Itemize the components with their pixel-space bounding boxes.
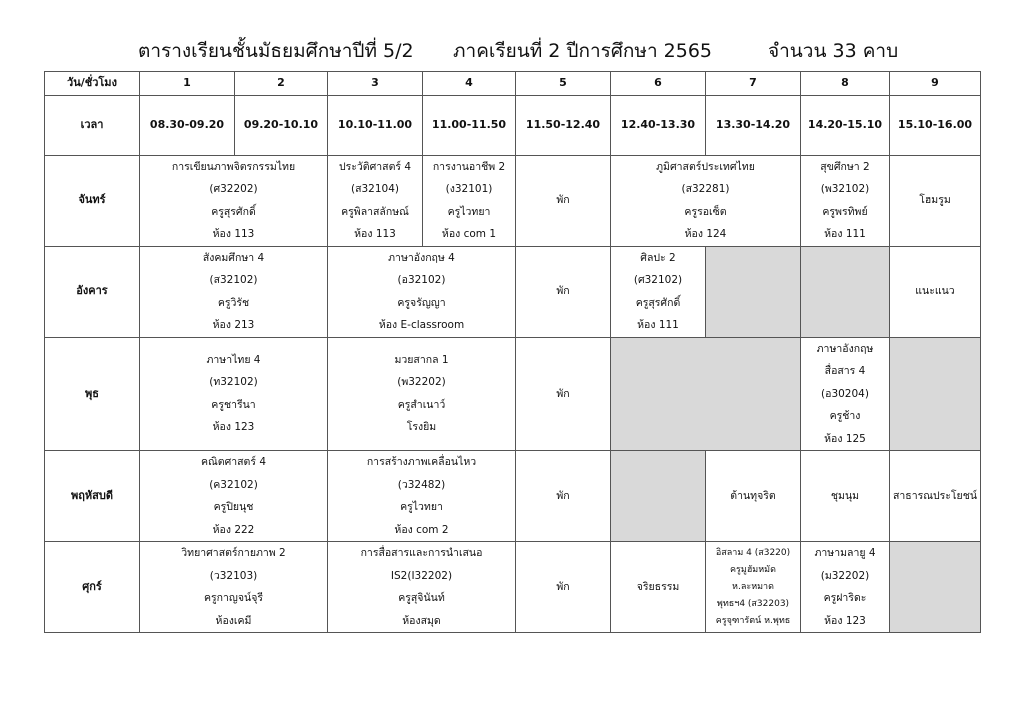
break-cell xyxy=(516,155,611,246)
cell-line: คณิตศาสตร์ 4 xyxy=(200,456,267,468)
period-number: 7 xyxy=(706,72,801,96)
subject-cell xyxy=(328,451,516,542)
period-header-row xyxy=(45,72,981,96)
subject-cell xyxy=(328,246,516,337)
time-slot: 08.30-09.20 xyxy=(140,95,235,155)
cell-line: (ศ32102) xyxy=(633,274,683,286)
cell-line: สาธารณประโยชน์ xyxy=(892,489,978,502)
subject-cell xyxy=(611,155,801,246)
cell-line: ครูสุจินันท์ xyxy=(398,592,445,604)
time-slot: 11.00-11.50 xyxy=(423,95,516,155)
break-cell xyxy=(516,451,611,542)
cell-line: (พ32102) xyxy=(820,183,870,195)
religion-cell xyxy=(706,542,801,633)
schedule-title-bar xyxy=(0,36,1024,70)
cell-line: ครูปิยนุช xyxy=(213,501,254,513)
time-label: เวลา xyxy=(45,95,140,155)
cell-line: พัก xyxy=(556,194,570,207)
day-label: จันทร์ xyxy=(45,155,140,246)
subject-cell xyxy=(140,542,328,633)
cell-line: สังคมศึกษา 4 xyxy=(202,251,265,264)
subject-cell xyxy=(801,542,890,633)
cell-line: โรงยิม xyxy=(406,421,437,434)
break-cell xyxy=(516,337,611,451)
subject-cell xyxy=(140,155,328,246)
cell-line: พุทธฯ4 (ส32203) xyxy=(716,598,790,609)
cell-line: พัก xyxy=(556,489,570,502)
cell-line: (ส32102) xyxy=(209,274,258,286)
cell-line: ห้อง 213 xyxy=(212,319,255,331)
subject-cell xyxy=(328,337,516,451)
empty-cell xyxy=(801,246,890,337)
day-row-tuesday xyxy=(45,246,981,337)
cell-line: ครูกาญจน์จุรี xyxy=(204,592,263,604)
cell-line: ครูสุรศักดิ์ xyxy=(635,296,681,309)
cell-line: ครูไวทยา xyxy=(447,205,491,218)
cell-line: ครูจรัญญา xyxy=(397,296,446,309)
cell-line: พัก xyxy=(556,285,570,298)
cell-line: ภูมิศาสตร์ประเทศไทย xyxy=(656,160,755,173)
time-slot: 10.10-11.00 xyxy=(328,95,423,155)
cell-line: ต้านทุจริต xyxy=(730,489,776,502)
cell-line: ห้องเคมี xyxy=(215,614,252,627)
activity-cell xyxy=(801,451,890,542)
period-number: 6 xyxy=(611,72,706,96)
cell-line: สุขศึกษา 2 xyxy=(820,160,870,173)
cell-line: (ท32102) xyxy=(209,376,258,389)
cell-line: (อ32102) xyxy=(397,274,446,286)
class-title: ตารางเรียนชั้นมัธยมศึกษาปีที่ 5/2 xyxy=(138,40,414,62)
periods-total: จำนวน 33 คาบ xyxy=(768,40,899,62)
cell-line: (ค32102) xyxy=(209,478,258,491)
cell-line: ครูสุรศักดิ์ xyxy=(211,205,256,218)
cell-line: ห้องสมุด xyxy=(402,614,441,627)
time-slot: 13.30-14.20 xyxy=(706,95,801,155)
timetable xyxy=(44,71,981,633)
cell-line: (ง32101) xyxy=(445,183,493,195)
subject-cell xyxy=(140,337,328,451)
day-label: พฤหัสบดี xyxy=(45,451,140,542)
subject-cell xyxy=(140,451,328,542)
cell-line: (ศ32202) xyxy=(209,183,258,195)
cell-line: ครูวิรัช xyxy=(217,296,250,309)
corner-label: วัน/ชั่วโมง xyxy=(45,72,140,96)
empty-cell xyxy=(611,337,801,451)
time-slot: 12.40-13.30 xyxy=(611,95,706,155)
period-number: 1 xyxy=(140,72,235,96)
cell-line: แนะแนว xyxy=(915,285,955,298)
cell-line: ห้อง 111 xyxy=(824,228,866,240)
cell-line: สื่อสาร 4 xyxy=(824,365,866,377)
cell-line: (ส32281) xyxy=(681,183,730,195)
cell-line: ครูพรทิพย์ xyxy=(822,205,868,218)
cell-line: ครูจุฑารัตน์ ห.พุทธ xyxy=(715,615,791,626)
day-row-wednesday xyxy=(45,337,981,451)
day-row-thursday xyxy=(45,451,981,542)
cell-line: อิสลาม 4 (ส3220) xyxy=(715,547,791,558)
cell-line: ครูมูฮัมหมัด xyxy=(730,564,776,575)
time-slot: 14.20-15.10 xyxy=(801,95,890,155)
time-slot: 11.50-12.40 xyxy=(516,95,611,155)
time-row xyxy=(45,95,981,155)
cell-line: มวยสากล 1 xyxy=(394,353,449,366)
period-number: 9 xyxy=(890,72,981,96)
cell-line: IS2(I32202) xyxy=(390,569,453,582)
cell-line: ห้อง 123 xyxy=(212,421,255,434)
day-row-friday xyxy=(45,542,981,633)
cell-line: ภาษาอังกฤษ 4 xyxy=(388,251,455,264)
cell-line: ห้อง 124 xyxy=(684,228,727,240)
subject-cell xyxy=(801,337,890,451)
cell-line: ห.ละหมาด xyxy=(732,581,774,592)
cell-line: ห้อง 111 xyxy=(637,319,679,331)
subject-cell xyxy=(328,542,516,633)
cell-line: (อ30204) xyxy=(821,387,869,400)
cell-line: ครูสำเนาว์ xyxy=(397,398,446,411)
day-row-monday xyxy=(45,155,981,246)
time-slot: 09.20-10.10 xyxy=(235,95,328,155)
cell-line: (พ32202) xyxy=(397,376,446,389)
period-number: 8 xyxy=(801,72,890,96)
activity-cell xyxy=(890,155,981,246)
term-year: ภาคเรียนที่ 2 ปีการศึกษา 2565 xyxy=(453,40,713,62)
time-slot: 15.10-16.00 xyxy=(890,95,981,155)
cell-line: ห้อง 113 xyxy=(212,228,255,240)
empty-cell xyxy=(890,337,981,451)
cell-line: ห้อง 113 xyxy=(354,228,396,240)
cell-line: ห้อง E-classroom xyxy=(378,319,465,331)
cell-line: (ส32104) xyxy=(350,183,399,195)
cell-line: ประวัติศาสตร์ 4 xyxy=(338,160,412,173)
cell-line: (ว32103) xyxy=(209,569,258,582)
cell-line: การเขียนภาพจิตรกรรมไทย xyxy=(171,160,296,173)
cell-line: ห้อง 222 xyxy=(212,523,255,536)
cell-line: โฮมรูม xyxy=(919,194,951,207)
activity-cell xyxy=(890,246,981,337)
period-number: 4 xyxy=(423,72,516,96)
break-cell xyxy=(516,246,611,337)
period-number: 2 xyxy=(235,72,328,96)
activity-cell xyxy=(890,451,981,542)
activity-cell xyxy=(706,451,801,542)
cell-line: การงานอาชีพ 2 xyxy=(432,160,506,173)
subject-cell xyxy=(801,155,890,246)
cell-line: ภาษาอังกฤษ xyxy=(816,342,874,355)
cell-line: ห้อง 123 xyxy=(824,614,866,627)
cell-line: ครูไวทยา xyxy=(400,501,443,513)
empty-cell xyxy=(611,451,706,542)
cell-line: วิทยาศาสตร์กายภาพ 2 xyxy=(181,547,286,559)
cell-line: ครูรอเซ็ต xyxy=(684,205,727,218)
day-label: พุธ xyxy=(45,337,140,451)
day-label: อังคาร xyxy=(45,246,140,337)
cell-line: ห้อง 125 xyxy=(824,432,866,445)
period-number: 3 xyxy=(328,72,423,96)
cell-line: ครูช้าง xyxy=(829,410,861,422)
cell-line: ห้อง com 2 xyxy=(394,523,449,536)
empty-cell xyxy=(706,246,801,337)
subject-cell xyxy=(328,155,423,246)
day-label: ศุกร์ xyxy=(45,542,140,633)
cell-line: ภาษาไทย 4 xyxy=(206,353,261,366)
activity-cell xyxy=(611,542,706,633)
break-cell xyxy=(516,542,611,633)
cell-line: การสื่อสารและการนำเสนอ xyxy=(360,547,483,559)
cell-line: จริยธรรม xyxy=(636,580,680,593)
empty-cell xyxy=(890,542,981,633)
cell-line: พัก xyxy=(556,580,570,593)
subject-cell xyxy=(140,246,328,337)
cell-line: ครูพิลาสลักษณ์ xyxy=(341,205,409,218)
period-number: 5 xyxy=(516,72,611,96)
cell-line: ครูชารีนา xyxy=(211,398,256,411)
cell-line: (ม32202) xyxy=(820,569,870,582)
subject-cell xyxy=(423,155,516,246)
cell-line: ชุมนุม xyxy=(830,489,860,502)
cell-line: ครูฝาริดะ xyxy=(823,592,867,604)
cell-line: การสร้างภาพเคลื่อนไหว xyxy=(366,456,477,468)
cell-line: ภาษามลายู 4 xyxy=(814,547,876,559)
cell-line: ห้อง com 1 xyxy=(441,228,497,240)
cell-line: ศิลปะ 2 xyxy=(640,251,676,264)
cell-line: (ว32482) xyxy=(397,478,446,491)
cell-line: พัก xyxy=(556,387,570,400)
subject-cell xyxy=(611,246,706,337)
